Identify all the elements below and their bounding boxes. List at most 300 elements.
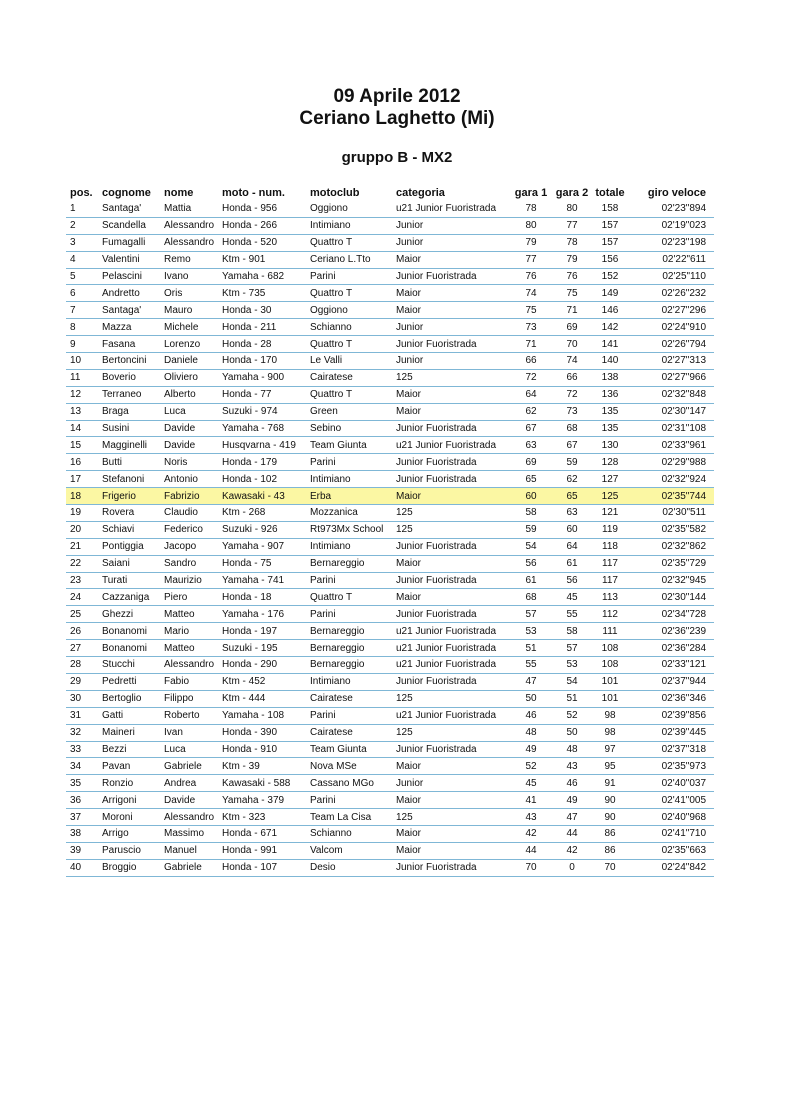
- cell-motoclub: Team La Cisa: [306, 809, 392, 826]
- table-row: [66, 353, 714, 370]
- cell-giro-veloce: 02'23"198: [628, 234, 714, 251]
- cell-moto: Yamaha - 379: [218, 792, 306, 809]
- cell-cognome: Pelascini: [98, 268, 160, 285]
- cell-totale: 91: [592, 775, 628, 792]
- cell-nome: Luca: [160, 741, 218, 758]
- cell-cognome: Scandella: [98, 217, 160, 234]
- col-motoclub: motoclub: [310, 186, 360, 199]
- cell-giro-veloce: 02'36"284: [628, 640, 714, 657]
- cell-cognome: Mazza: [98, 319, 160, 336]
- cell-totale: 119: [592, 521, 628, 538]
- cell-totale: 149: [592, 285, 628, 302]
- cell-gara2: 65: [552, 488, 592, 505]
- cell-totale: 90: [592, 809, 628, 826]
- cell-totale: 138: [592, 369, 628, 386]
- cell-pos: 27: [66, 640, 98, 657]
- cell-cognome: Rovera: [98, 505, 160, 522]
- group-title: gruppo B - MX2: [341, 149, 453, 166]
- cell-nome: Sandro: [160, 555, 218, 572]
- cell-nome: Gabriele: [160, 758, 218, 775]
- table-row: [66, 437, 714, 454]
- cell-cognome: Paruscio: [98, 842, 160, 859]
- cell-gara1: 63: [510, 437, 552, 454]
- cell-totale: 157: [592, 234, 628, 251]
- cell-giro-veloce: 02'23"894: [628, 201, 714, 217]
- cell-nome: Claudio: [160, 505, 218, 522]
- cell-gara2: 45: [552, 589, 592, 606]
- cell-pos: 39: [66, 842, 98, 859]
- cell-totale: 128: [592, 454, 628, 471]
- cell-cognome: Ronzio: [98, 775, 160, 792]
- cell-moto: Yamaha - 176: [218, 606, 306, 623]
- cell-pos: 37: [66, 809, 98, 826]
- cell-giro-veloce: 02'40"037: [628, 775, 714, 792]
- cell-motoclub: Parini: [306, 268, 392, 285]
- cell-giro-veloce: 02'30"144: [628, 589, 714, 606]
- cell-cognome: Fumagalli: [98, 234, 160, 251]
- table-row: [66, 505, 714, 522]
- cell-giro-veloce: 02'32"945: [628, 572, 714, 589]
- cell-giro-veloce: 02'25"110: [628, 268, 714, 285]
- cell-motoclub: Quattro T: [306, 285, 392, 302]
- cell-gara2: 52: [552, 707, 592, 724]
- cell-categoria: u21 Junior Fuoristrada: [392, 657, 510, 674]
- cell-motoclub: Intimiano: [306, 217, 392, 234]
- cell-moto: Honda - 390: [218, 724, 306, 741]
- cell-gara2: 67: [552, 437, 592, 454]
- cell-moto: Honda - 170: [218, 353, 306, 370]
- cell-gara2: 70: [552, 336, 592, 353]
- cell-totale: 142: [592, 319, 628, 336]
- table-row: [66, 775, 714, 792]
- col-totale: totale: [595, 186, 625, 199]
- cell-giro-veloce: 02'29"988: [628, 454, 714, 471]
- cell-gara2: 78: [552, 234, 592, 251]
- cell-categoria: Junior Fuoristrada: [392, 673, 510, 690]
- cell-gara1: 78: [510, 201, 552, 217]
- cell-pos: 14: [66, 420, 98, 437]
- cell-giro-veloce: 02'36"346: [628, 690, 714, 707]
- cell-totale: 108: [592, 657, 628, 674]
- cell-cognome: Maineri: [98, 724, 160, 741]
- cell-cognome: Moroni: [98, 809, 160, 826]
- cell-motoclub: Parini: [306, 454, 392, 471]
- cell-gara1: 56: [510, 555, 552, 572]
- cell-cognome: Boverio: [98, 369, 160, 386]
- cell-categoria: Junior: [392, 775, 510, 792]
- cell-pos: 33: [66, 741, 98, 758]
- cell-gara2: 72: [552, 386, 592, 403]
- cell-giro-veloce: 02'27"966: [628, 369, 714, 386]
- cell-gara2: 43: [552, 758, 592, 775]
- cell-gara1: 66: [510, 353, 552, 370]
- cell-giro-veloce: 02'26"232: [628, 285, 714, 302]
- cell-nome: Roberto: [160, 707, 218, 724]
- table-row: [66, 488, 714, 505]
- cell-totale: 98: [592, 724, 628, 741]
- cell-gara1: 71: [510, 336, 552, 353]
- cell-totale: 113: [592, 589, 628, 606]
- cell-nome: Federico: [160, 521, 218, 538]
- cell-motoclub: Quattro T: [306, 589, 392, 606]
- cell-moto: Honda - 107: [218, 859, 306, 876]
- cell-gara2: 42: [552, 842, 592, 859]
- cell-nome: Ivano: [160, 268, 218, 285]
- cell-giro-veloce: 02'32"924: [628, 471, 714, 488]
- col-cognome: cognome: [102, 186, 151, 199]
- results-table: [66, 184, 714, 877]
- cell-pos: 29: [66, 673, 98, 690]
- cell-giro-veloce: 02'37"944: [628, 673, 714, 690]
- table-row: [66, 471, 714, 488]
- cell-totale: 98: [592, 707, 628, 724]
- cell-cognome: Gatti: [98, 707, 160, 724]
- cell-nome: Davide: [160, 420, 218, 437]
- cell-totale: 146: [592, 302, 628, 319]
- cell-nome: Piero: [160, 589, 218, 606]
- col-gara2: gara 2: [555, 186, 589, 199]
- table-row: [66, 555, 714, 572]
- cell-gara2: 54: [552, 673, 592, 690]
- table-row: [66, 707, 714, 724]
- cell-pos: 9: [66, 336, 98, 353]
- cell-gara2: 53: [552, 657, 592, 674]
- cell-cognome: Broggio: [98, 859, 160, 876]
- cell-pos: 16: [66, 454, 98, 471]
- cell-categoria: u21 Junior Fuoristrada: [392, 623, 510, 640]
- cell-moto: Honda - 671: [218, 825, 306, 842]
- cell-totale: 118: [592, 538, 628, 555]
- cell-nome: Manuel: [160, 842, 218, 859]
- cell-giro-veloce: 02'34"728: [628, 606, 714, 623]
- cell-totale: 157: [592, 217, 628, 234]
- cell-totale: 135: [592, 403, 628, 420]
- cell-moto: Honda - 75: [218, 555, 306, 572]
- cell-gara1: 72: [510, 369, 552, 386]
- cell-totale: 156: [592, 251, 628, 268]
- cell-categoria: Junior: [392, 234, 510, 251]
- cell-categoria: Maior: [392, 825, 510, 842]
- table-row: [66, 302, 714, 319]
- cell-moto: Husqvarna - 419: [218, 437, 306, 454]
- cell-motoclub: Cairatese: [306, 724, 392, 741]
- cell-motoclub: Quattro T: [306, 386, 392, 403]
- cell-gara1: 52: [510, 758, 552, 775]
- results-body: [66, 201, 714, 876]
- cell-gara1: 53: [510, 623, 552, 640]
- cell-categoria: u21 Junior Fuoristrada: [392, 707, 510, 724]
- cell-totale: 141: [592, 336, 628, 353]
- cell-nome: Daniele: [160, 353, 218, 370]
- cell-nome: Mattia: [160, 201, 218, 217]
- cell-categoria: Junior Fuoristrada: [392, 454, 510, 471]
- cell-gara2: 71: [552, 302, 592, 319]
- cell-categoria: Junior Fuoristrada: [392, 741, 510, 758]
- cell-totale: 101: [592, 690, 628, 707]
- table-row: [66, 420, 714, 437]
- cell-gara1: 60: [510, 488, 552, 505]
- cell-gara2: 50: [552, 724, 592, 741]
- cell-pos: 31: [66, 707, 98, 724]
- table-row: [66, 859, 714, 876]
- cell-gara1: 48: [510, 724, 552, 741]
- cell-giro-veloce: 02'41"005: [628, 792, 714, 809]
- cell-nome: Alessandro: [160, 657, 218, 674]
- cell-moto: Ktm - 39: [218, 758, 306, 775]
- cell-motoclub: Valcom: [306, 842, 392, 859]
- cell-motoclub: Oggiono: [306, 302, 392, 319]
- cell-gara1: 80: [510, 217, 552, 234]
- cell-gara1: 43: [510, 809, 552, 826]
- cell-pos: 3: [66, 234, 98, 251]
- cell-moto: Suzuki - 195: [218, 640, 306, 657]
- table-row: [66, 251, 714, 268]
- table-row: [66, 758, 714, 775]
- cell-moto: Yamaha - 108: [218, 707, 306, 724]
- cell-motoclub: Parini: [306, 606, 392, 623]
- cell-gara1: 46: [510, 707, 552, 724]
- cell-moto: Yamaha - 682: [218, 268, 306, 285]
- cell-totale: 90: [592, 792, 628, 809]
- table-row: [66, 640, 714, 657]
- cell-categoria: Junior Fuoristrada: [392, 572, 510, 589]
- cell-pos: 28: [66, 657, 98, 674]
- cell-moto: Honda - 266: [218, 217, 306, 234]
- cell-motoclub: Schianno: [306, 825, 392, 842]
- cell-categoria: u21 Junior Fuoristrada: [392, 437, 510, 454]
- table-row: [66, 538, 714, 555]
- cell-giro-veloce: 02'35"582: [628, 521, 714, 538]
- cell-categoria: Junior Fuoristrada: [392, 420, 510, 437]
- cell-nome: Alessandro: [160, 234, 218, 251]
- cell-categoria: Junior Fuoristrada: [392, 336, 510, 353]
- table-row: [66, 268, 714, 285]
- cell-categoria: Maior: [392, 488, 510, 505]
- cell-gara2: 76: [552, 268, 592, 285]
- cell-moto: Ktm - 452: [218, 673, 306, 690]
- cell-moto: Honda - 77: [218, 386, 306, 403]
- cell-cognome: Pedretti: [98, 673, 160, 690]
- cell-pos: 25: [66, 606, 98, 623]
- cell-gara1: 57: [510, 606, 552, 623]
- cell-pos: 21: [66, 538, 98, 555]
- cell-cognome: Braga: [98, 403, 160, 420]
- cell-gara1: 41: [510, 792, 552, 809]
- cell-cognome: Frigerio: [98, 488, 160, 505]
- cell-motoclub: Mozzanica: [306, 505, 392, 522]
- cell-giro-veloce: 02'27"313: [628, 353, 714, 370]
- cell-cognome: Bonanomi: [98, 623, 160, 640]
- cell-moto: Ktm - 444: [218, 690, 306, 707]
- cell-moto: Honda - 991: [218, 842, 306, 859]
- cell-categoria: Maior: [392, 386, 510, 403]
- cell-moto: Honda - 520: [218, 234, 306, 251]
- cell-motoclub: Oggiono: [306, 201, 392, 217]
- cell-cognome: Andretto: [98, 285, 160, 302]
- cell-gara2: 74: [552, 353, 592, 370]
- cell-giro-veloce: 02'24"910: [628, 319, 714, 336]
- cell-categoria: u21 Junior Fuoristrada: [392, 640, 510, 657]
- cell-gara2: 69: [552, 319, 592, 336]
- table-row: [66, 589, 714, 606]
- cell-motoclub: Schianno: [306, 319, 392, 336]
- cell-gara2: 63: [552, 505, 592, 522]
- cell-cognome: Stefanoni: [98, 471, 160, 488]
- cell-moto: Kawasaki - 588: [218, 775, 306, 792]
- cell-gara2: 49: [552, 792, 592, 809]
- cell-nome: Alberto: [160, 386, 218, 403]
- cell-motoclub: Quattro T: [306, 234, 392, 251]
- cell-cognome: Turati: [98, 572, 160, 589]
- cell-nome: Oris: [160, 285, 218, 302]
- cell-motoclub: Intimiano: [306, 538, 392, 555]
- cell-cognome: Santaga': [98, 302, 160, 319]
- cell-gara1: 67: [510, 420, 552, 437]
- cell-pos: 19: [66, 505, 98, 522]
- table-row: [66, 521, 714, 538]
- cell-categoria: Maior: [392, 251, 510, 268]
- cell-cognome: Santaga': [98, 201, 160, 217]
- cell-giro-veloce: 02'35"744: [628, 488, 714, 505]
- cell-nome: Maurizio: [160, 572, 218, 589]
- cell-cognome: Bertoglio: [98, 690, 160, 707]
- cell-nome: Andrea: [160, 775, 218, 792]
- cell-totale: 112: [592, 606, 628, 623]
- cell-cognome: Bonanomi: [98, 640, 160, 657]
- cell-totale: 152: [592, 268, 628, 285]
- cell-totale: 121: [592, 505, 628, 522]
- cell-moto: Ktm - 901: [218, 251, 306, 268]
- cell-nome: Fabio: [160, 673, 218, 690]
- table-row: [66, 623, 714, 640]
- cell-gara1: 55: [510, 657, 552, 674]
- cell-gara2: 80: [552, 201, 592, 217]
- cell-categoria: Junior Fuoristrada: [392, 538, 510, 555]
- cell-gara2: 47: [552, 809, 592, 826]
- cell-categoria: Maior: [392, 842, 510, 859]
- table-row: [66, 673, 714, 690]
- cell-categoria: Junior: [392, 353, 510, 370]
- cell-totale: 125: [592, 488, 628, 505]
- cell-totale: 117: [592, 555, 628, 572]
- cell-moto: Honda - 30: [218, 302, 306, 319]
- cell-gara1: 62: [510, 403, 552, 420]
- cell-totale: 140: [592, 353, 628, 370]
- cell-pos: 4: [66, 251, 98, 268]
- cell-giro-veloce: 02'32"862: [628, 538, 714, 555]
- cell-motoclub: Team Giunta: [306, 741, 392, 758]
- cell-cognome: Stucchi: [98, 657, 160, 674]
- cell-categoria: Junior Fuoristrada: [392, 268, 510, 285]
- cell-cognome: Saiani: [98, 555, 160, 572]
- cell-motoclub: Ceriano L.Tto: [306, 251, 392, 268]
- cell-categoria: Junior: [392, 319, 510, 336]
- cell-pos: 18: [66, 488, 98, 505]
- cell-motoclub: Cairatese: [306, 369, 392, 386]
- cell-motoclub: Le Valli: [306, 353, 392, 370]
- cell-gara2: 56: [552, 572, 592, 589]
- cell-cognome: Terraneo: [98, 386, 160, 403]
- cell-categoria: Junior: [392, 217, 510, 234]
- cell-motoclub: Bernareggio: [306, 555, 392, 572]
- cell-giro-veloce: 02'19"023: [628, 217, 714, 234]
- cell-motoclub: Cairatese: [306, 690, 392, 707]
- cell-gara1: 64: [510, 386, 552, 403]
- cell-giro-veloce: 02'39"856: [628, 707, 714, 724]
- cell-nome: Gabriele: [160, 859, 218, 876]
- cell-gara2: 55: [552, 606, 592, 623]
- cell-cognome: Susini: [98, 420, 160, 437]
- cell-pos: 8: [66, 319, 98, 336]
- cell-pos: 11: [66, 369, 98, 386]
- cell-nome: Filippo: [160, 690, 218, 707]
- table-row: [66, 842, 714, 859]
- cell-giro-veloce: 02'35"663: [628, 842, 714, 859]
- cell-gara1: 58: [510, 505, 552, 522]
- cell-motoclub: Green: [306, 403, 392, 420]
- cell-moto: Honda - 910: [218, 741, 306, 758]
- cell-categoria: Maior: [392, 403, 510, 420]
- cell-giro-veloce: 02'35"973: [628, 758, 714, 775]
- cell-categoria: 125: [392, 521, 510, 538]
- cell-gara2: 58: [552, 623, 592, 640]
- cell-pos: 6: [66, 285, 98, 302]
- cell-giro-veloce: 02'30"511: [628, 505, 714, 522]
- cell-categoria: 125: [392, 505, 510, 522]
- cell-motoclub: Bernareggio: [306, 640, 392, 657]
- table-row: [66, 741, 714, 758]
- cell-gara2: 48: [552, 741, 592, 758]
- cell-pos: 40: [66, 859, 98, 876]
- cell-nome: Ivan: [160, 724, 218, 741]
- cell-giro-veloce: 02'22"611: [628, 251, 714, 268]
- cell-moto: Honda - 211: [218, 319, 306, 336]
- cell-gara2: 46: [552, 775, 592, 792]
- cell-giro-veloce: 02'33"961: [628, 437, 714, 454]
- cell-moto: Ktm - 735: [218, 285, 306, 302]
- cell-pos: 10: [66, 353, 98, 370]
- cell-gara1: 69: [510, 454, 552, 471]
- cell-nome: Mauro: [160, 302, 218, 319]
- cell-motoclub: Intimiano: [306, 673, 392, 690]
- event-date: 09 Aprile 2012: [333, 86, 461, 107]
- col-giro-veloce: giro veloce: [647, 186, 706, 199]
- cell-pos: 36: [66, 792, 98, 809]
- cell-gara2: 62: [552, 471, 592, 488]
- cell-totale: 108: [592, 640, 628, 657]
- cell-pos: 17: [66, 471, 98, 488]
- cell-giro-veloce: 02'27"296: [628, 302, 714, 319]
- cell-categoria: 125: [392, 690, 510, 707]
- cell-nome: Mario: [160, 623, 218, 640]
- cell-nome: Alessandro: [160, 217, 218, 234]
- header-row: [66, 184, 714, 201]
- cell-motoclub: Desio: [306, 859, 392, 876]
- cell-nome: Oliviero: [160, 369, 218, 386]
- cell-cognome: Fasana: [98, 336, 160, 353]
- cell-nome: Michele: [160, 319, 218, 336]
- col-nome: nome: [164, 186, 194, 199]
- cell-motoclub: Rt973Mx School: [306, 521, 392, 538]
- table-row: [66, 792, 714, 809]
- col-moto: moto - num.: [222, 186, 285, 199]
- cell-categoria: 125: [392, 809, 510, 826]
- col-gara1: gara 1: [514, 186, 548, 199]
- cell-categoria: Junior Fuoristrada: [392, 606, 510, 623]
- cell-gara1: 65: [510, 471, 552, 488]
- cell-gara1: 51: [510, 640, 552, 657]
- cell-moto: Honda - 18: [218, 589, 306, 606]
